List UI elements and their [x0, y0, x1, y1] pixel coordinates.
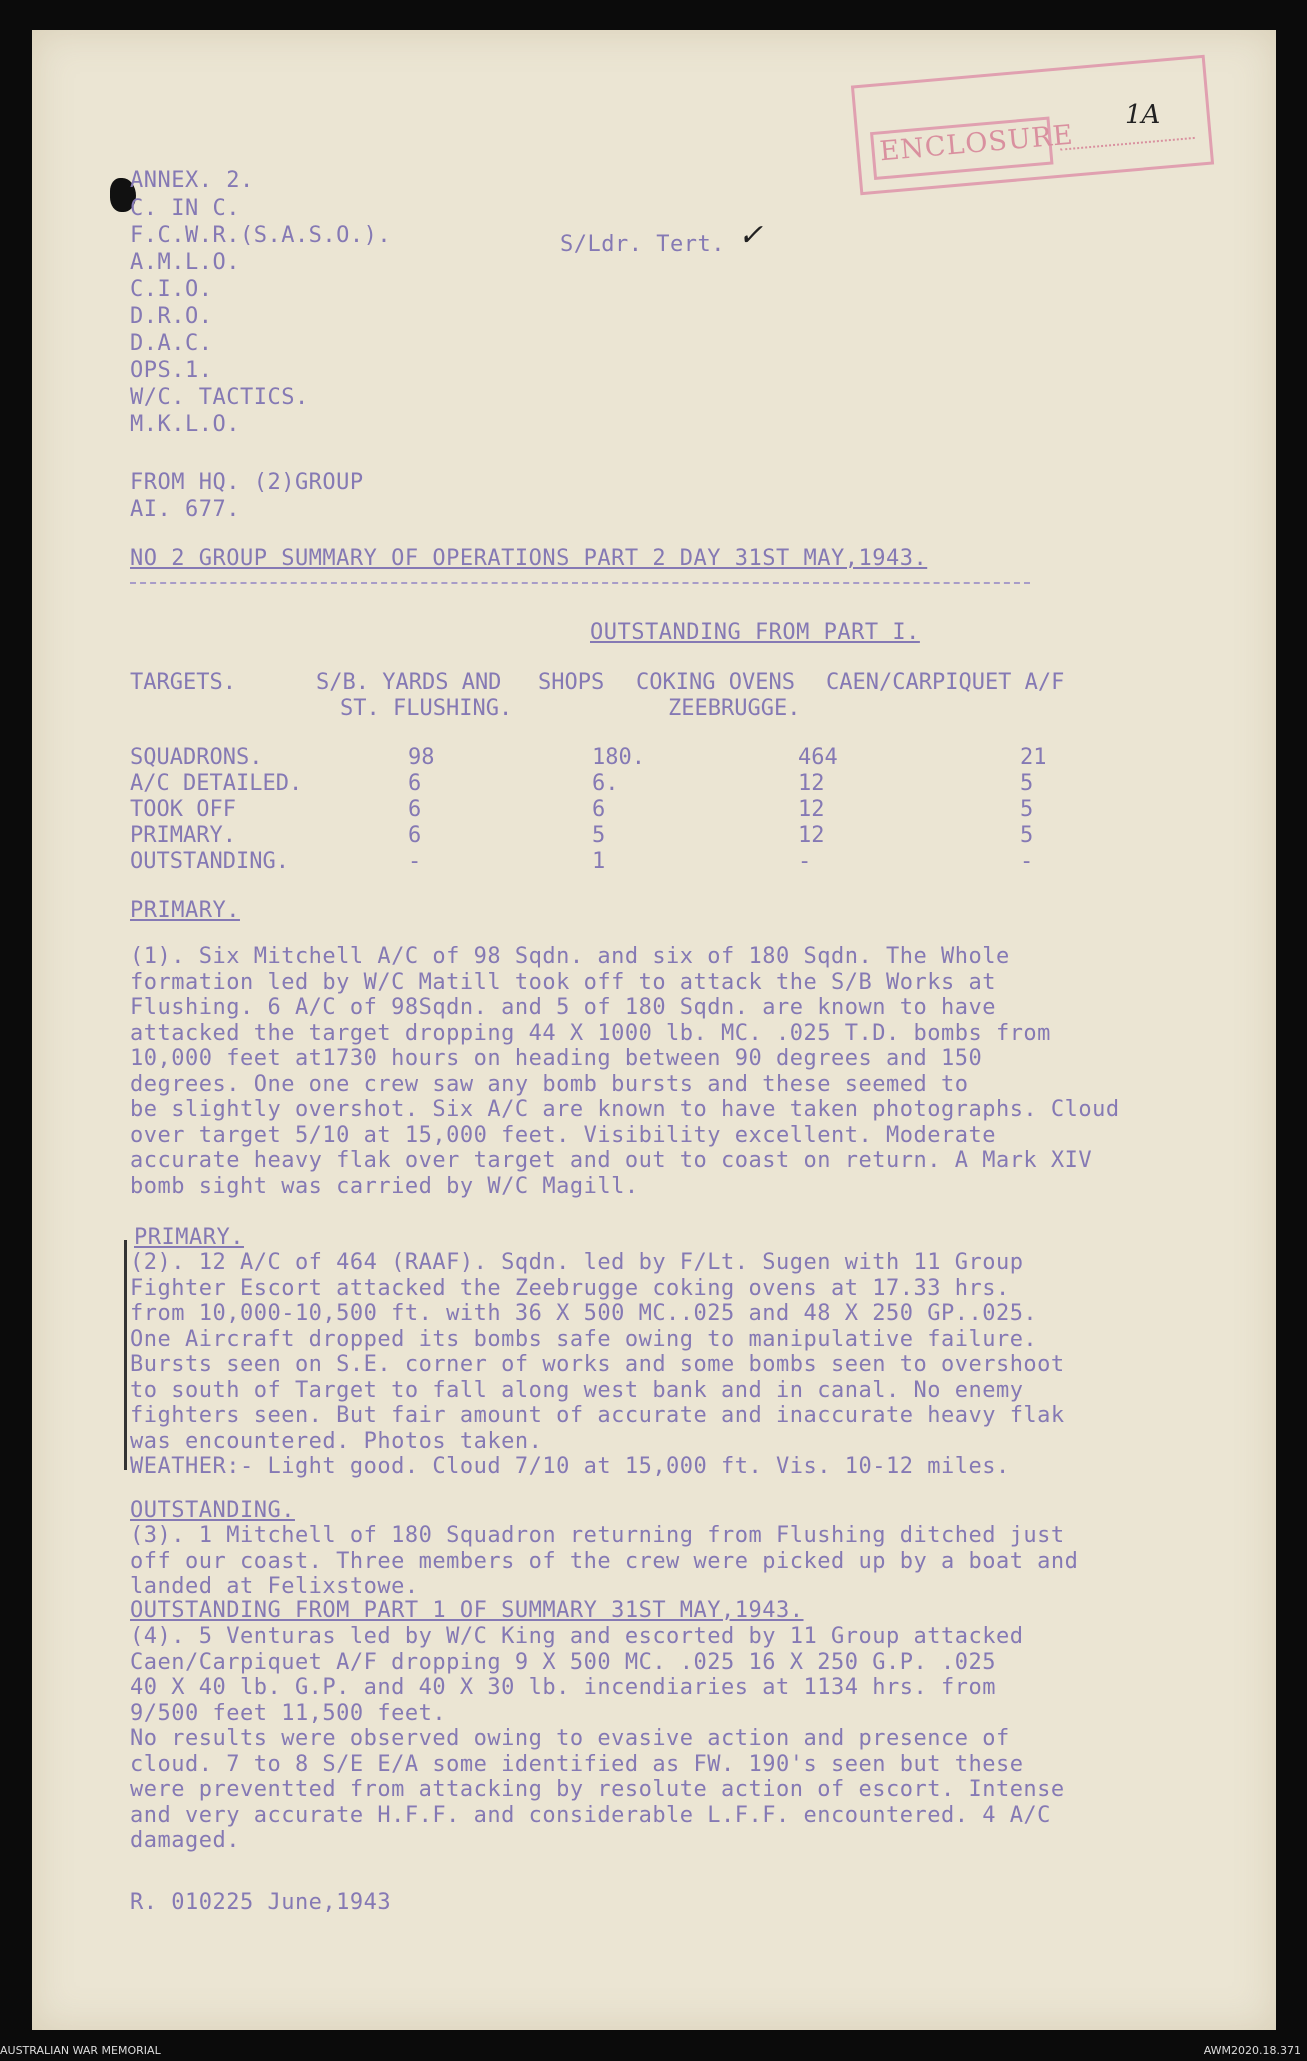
table-cell-value: 5 — [1020, 797, 1034, 822]
table-cell-value: - — [1020, 849, 1034, 874]
paragraph-line: Bursts seen on S.E. corner of works and some bombs seen to overshoot — [130, 1352, 1065, 1377]
from-line: FROM HQ. (2)GROUP — [130, 470, 364, 495]
paragraph-line: fighters seen. But fair amount of accurate and inaccurate heavy flak — [130, 1403, 1065, 1428]
section4-heading: OUTSTANDING FROM PART 1 OF SUMMARY 31ST MAY,1943. — [130, 1598, 804, 1623]
table-row-label: SQUADRONS. — [130, 745, 263, 770]
distribution-line: W/C. TACTICS. — [130, 385, 309, 410]
paragraph-line: accurate heavy flak over target and out to coast on return. A Mark XIV — [130, 1148, 1093, 1173]
title-rule — [130, 582, 1030, 584]
col-subheader-3: ZEEBRUGGE. — [668, 696, 801, 721]
paragraph-line: were preventted from attacking by resolute action of escort. Intense — [130, 1777, 1065, 1802]
targets-label: TARGETS. — [130, 670, 236, 695]
paragraph-line: from 10,000-10,500 ft. with 36 X 500 MC..025 and 48 X 250 GP..025. — [130, 1301, 1038, 1326]
table-row-label: OUTSTANDING. — [130, 849, 289, 874]
paragraph-line: off our coast. Three members of the crew were picked up by a boat and — [130, 1548, 1079, 1574]
paragraph-line: and very accurate H.F.F. and considerable L.F.F. encountered. 4 A/C — [130, 1802, 1051, 1828]
distribution-line: ANNEX. 2. — [130, 168, 254, 193]
paragraph-line: (2). 12 A/C of 464 (RAAF). Sqdn. led by F/Lt. Sugen with 11 Group — [130, 1250, 1024, 1275]
col-subheader-1: ST. FLUSHING. — [340, 696, 513, 721]
section1-heading: PRIMARY. — [130, 898, 240, 923]
table-cell-value: 180. — [592, 745, 645, 770]
attention-line: S/Ldr. Tert. — [560, 232, 725, 257]
paragraph-line: over target 5/10 at 15,000 feet. Visibility excellent. Moderate — [130, 1122, 996, 1148]
paragraph-line: damaged. — [130, 1828, 240, 1853]
stamp-text: ENCLOSURE — [878, 119, 1075, 168]
paragraph-line: landed at Felixstowe. — [130, 1574, 419, 1599]
table-cell-value: 12 — [798, 823, 825, 848]
col-header-4: CAEN/CARPIQUET A/F — [826, 670, 1065, 695]
table-cell-value: - — [408, 849, 422, 874]
paragraph-line: (1). Six Mitchell A/C of 98 Sqdn. and six of 180 Sqdn. The Whole — [130, 944, 1010, 969]
table-cell-value: 1 — [592, 849, 606, 874]
table-cell-value: 6 — [592, 797, 606, 822]
table-cell-value: 12 — [798, 797, 825, 822]
paragraph-line: 10,000 feet at1730 hours on heading between 90 degrees and 150 — [130, 1046, 983, 1071]
paragraph-line: bomb sight was carried by W/C Magill. — [130, 1173, 639, 1199]
outstanding-heading: OUTSTANDING FROM PART I. — [590, 620, 920, 645]
col-header-3: COKING OVENS — [636, 670, 795, 695]
distribution-line: C. IN C. — [130, 196, 240, 221]
table-cell-value: 6 — [408, 823, 422, 848]
paragraph-line: formation led by W/C Matill took off to attack the S/B Works at — [130, 969, 996, 995]
paragraph-line: Caen/Carpiquet A/F dropping 9 X 500 MC. .025 16 X 250 G.P. .025 — [130, 1649, 996, 1675]
table-cell-value: 6 — [408, 771, 422, 796]
paragraph-line: to south of Target to fall along west bank and in canal. No enemy — [130, 1377, 1024, 1403]
table-cell-value: 98 — [408, 745, 435, 770]
paragraph-line: 9/500 feet 11,500 feet. — [130, 1700, 447, 1726]
table-cell-value: 6. — [592, 771, 619, 796]
col-header-2: SHOPS — [538, 670, 605, 695]
table-row-label: TOOK OFF — [130, 797, 236, 822]
archive-id: AWM2020.18.371 — [1203, 2044, 1301, 2057]
paragraph-line: degrees. One one crew saw any bomb bursts and these seemed to — [130, 1071, 969, 1097]
distribution-line: M.K.L.O. — [130, 412, 240, 437]
table-cell-value: 6 — [408, 797, 422, 822]
distribution-line: F.C.W.R.(S.A.S.O.). — [130, 223, 392, 248]
check-mark: ✓ — [738, 218, 764, 253]
folio-number: 1A — [1125, 100, 1161, 130]
ref-line: AI. 677. — [130, 497, 240, 522]
table-row-label: PRIMARY. — [130, 823, 236, 848]
table-cell-value: 5 — [1020, 823, 1034, 848]
paragraph-line: Fighter Escort attacked the Zeebrugge coking ovens at 17.33 hrs. — [130, 1275, 1010, 1301]
distribution-line: D.R.O. — [130, 304, 213, 329]
document-title: NO 2 GROUP SUMMARY OF OPERATIONS PART 2 DAY 31ST MAY,1943. — [130, 546, 928, 571]
table-cell-value: 21 — [1020, 745, 1047, 770]
paragraph-line: Flushing. 6 A/C of 98Sqdn. and 5 of 180 Sqdn. are known to have — [130, 995, 996, 1020]
table-cell-value: 464 — [798, 745, 838, 770]
paragraph-line: attacked the target dropping 44 X 1000 lb. MC. .025 T.D. bombs from — [130, 1020, 1051, 1046]
paragraph-line: cloud. 7 to 8 S/E E/A some identified as FW. 190's seen but these — [130, 1751, 1024, 1777]
distribution-line: OPS.1. — [130, 358, 213, 383]
footer-reference: R. 010225 June,1943 — [130, 1890, 392, 1915]
distribution-line: A.M.L.O. — [130, 250, 240, 275]
paragraph-line: 40 X 40 lb. G.P. and 40 X 30 lb. incendiaries at 1134 hrs. from — [130, 1675, 996, 1700]
archive-credit: AUSTRALIAN WAR MEMORIAL — [0, 2044, 161, 2057]
distribution-line: D.A.C. — [130, 331, 213, 356]
paragraph-line: (3). 1 Mitchell of 180 Squadron returning from Flushing ditched just — [130, 1523, 1065, 1548]
paragraph-line: WEATHER:- Light good. Cloud 7/10 at 15,000 ft. Vis. 10-12 miles. — [130, 1454, 1010, 1479]
table-cell-value: 5 — [592, 823, 606, 848]
table-cell-value: 5 — [1020, 771, 1034, 796]
paragraph-line: was encountered. Photos taken. — [130, 1428, 543, 1454]
distribution-line: C.I.O. — [130, 277, 213, 302]
section2-heading: PRIMARY. — [134, 1225, 244, 1250]
paragraph-line: (4). 5 Venturas led by W/C King and escorted by 11 Group attacked — [130, 1624, 1024, 1649]
margin-line — [124, 1240, 127, 1470]
table-cell-value: - — [798, 849, 812, 874]
paragraph-line: One Aircraft dropped its bombs safe owing to manipulative failure. — [130, 1326, 1038, 1352]
table-cell-value: 12 — [798, 771, 825, 796]
paragraph-line: No results were observed owing to evasive action and presence of — [130, 1726, 1010, 1751]
col-header-1: S/B. YARDS AND — [316, 670, 502, 695]
section3-heading: OUTSTANDING. — [130, 1498, 295, 1523]
table-row-label: A/C DETAILED. — [130, 771, 303, 796]
paragraph-line: be slightly overshot. Six A/C are known to have taken photographs. Cloud — [130, 1097, 1120, 1122]
